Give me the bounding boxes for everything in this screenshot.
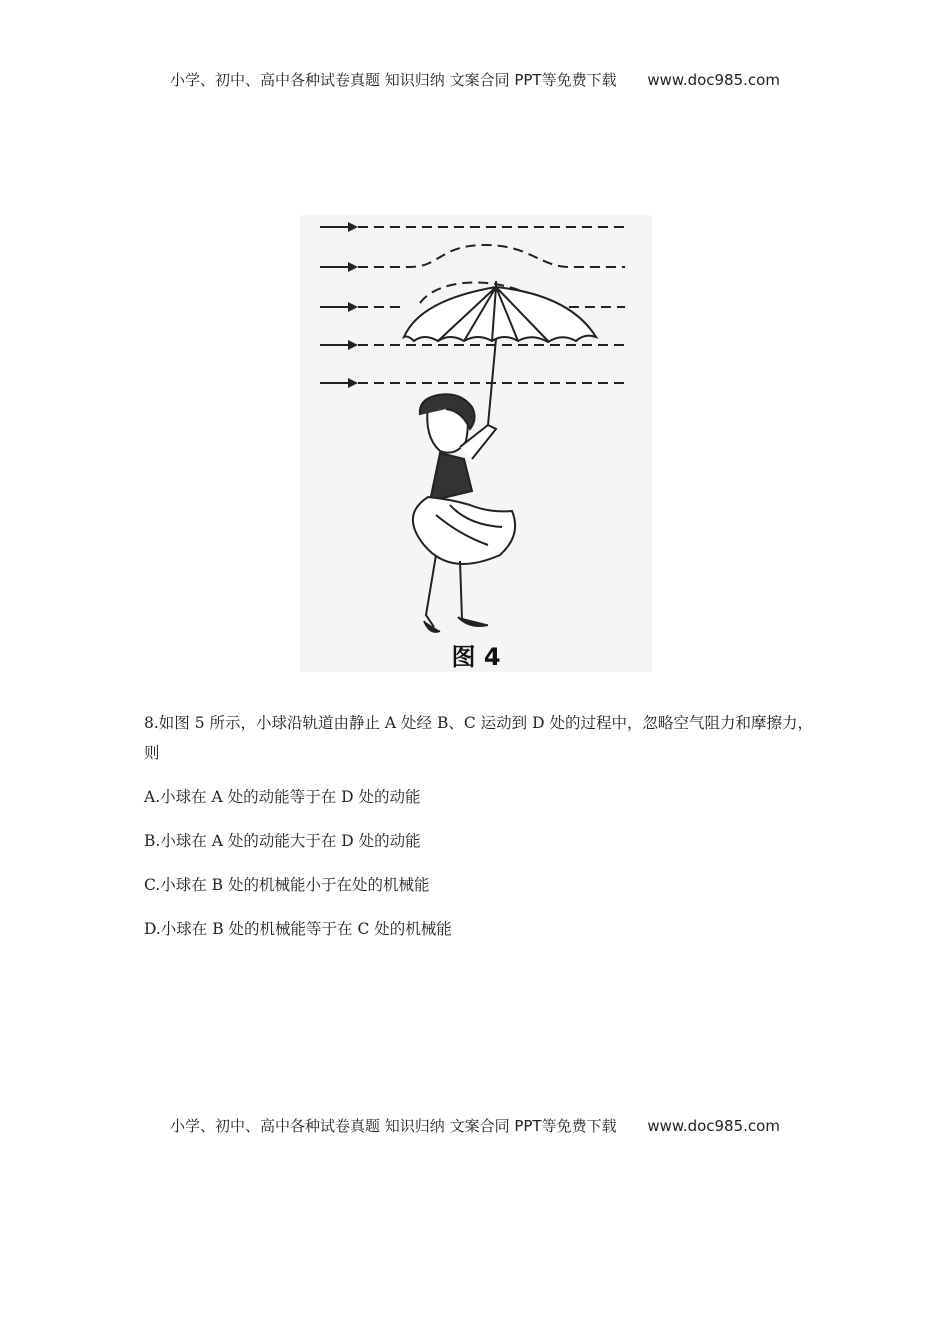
footer-text: 小学、初中、高中各种试卷真题 知识归纳 文案合同 PPT等免费下载	[170, 1117, 617, 1135]
airflow-arrowheads	[348, 222, 358, 388]
girl-figure	[413, 394, 515, 632]
option-d: D.小球在 B 处的机械能等于在 C 处的机械能	[144, 920, 452, 938]
option-b: B.小球在 A 处的动能大于在 D 处的动能	[144, 832, 421, 850]
figure-caption: 图 4	[451, 643, 501, 671]
page-header	[0, 69, 950, 90]
option-a: A.小球在 A 处的动能等于在 D 处的动能	[144, 788, 421, 806]
page-footer	[0, 1115, 950, 1136]
header-text: 小学、初中、高中各种试卷真题 知识归纳 文案合同 PPT等免费下载	[170, 71, 617, 89]
option-c: C.小球在 B 处的机械能小于在处的机械能	[144, 876, 430, 894]
header-url[interactable]: www.doc985.com	[647, 71, 780, 89]
figure-4-umbrella	[300, 215, 652, 672]
umbrella-wind-illustration	[300, 215, 652, 672]
question-8-stem: 8.如图 5 所示，小球沿轨道由静止 A 处经 B、C 运动到 D 处的过程中，忽略空气阻力和摩擦力，则	[144, 714, 813, 762]
footer-url[interactable]: www.doc985.com	[647, 1117, 780, 1135]
